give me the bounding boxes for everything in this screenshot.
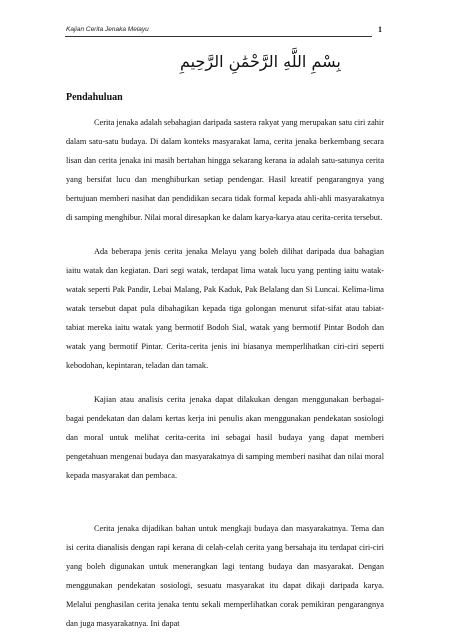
- page-number: 1: [378, 25, 382, 34]
- header-divider: [65, 36, 372, 37]
- paragraph-4: Cerita jenaka dijadikan bahan untuk mengkaji budaya dan masyarakatnya. Tema dan isi cerita dianalisis dengan rapi kerana di celah-celah cerita yang bersahaja itu terdapat ciri-ciri yang boleh digunakan untuk menerangkan lagi tentang budaya dan masyarakat. Dengan menggunakan pendekatan sosiologi, sesuatu masyarakat itu dapat dikaji daripada karya. Melalui penghasilan cerita jenaka tentu sekali memperlihatkan corak pemikiran pengarangnya dan juga masyarakatnya. Ini dapat: [66, 524, 384, 628]
- paragraph-1: Cerita jenaka adalah sebahagian daripada sastera rakyat yang merupakan satu ciri zahir dalam satu-satu budaya. Di dalam konteks masyarakat lama, cerita jenaka berkembang secara lisan dan cerita jenaka ini masih bertahan hingga sekarang kerana ia adalah satu-satunya cerita yang bersifat lucu dan menghiburkan setiap pendengar. Hasil kreatif pengarangnya yang bertujuan memberi nasihat dan pendidikan secara tidak formal kepada ahli-ahli masyarakatnya di samping menghibur. Nilai moral diresapkan ke dalam karya-karya atau cerita-cerita tersebut.: [66, 118, 384, 222]
- paragraph-2: Ada beberapa jenis cerita jenaka Melayu yang boleh dilihat daripada dua bahagian iaitu watak dan kegiatan. Dari segi watak, terdapat lima watak lucu yang penting iaitu watak-watak seperti Pak Pandir, Lebai Malang, Pak Kaduk, Pak Belalang dan Si Luncai. Kelima-lima watak tersebut dapat pula dibahagikan kepada tiga golongan menurut sifat-sifat atau tabiat-tabiat mereka iaitu watak yang bermotif Bodoh Sial, watak yang bermotif Pintar Bodoh dan watak yang bermotif Pintar. Cerita-cerita jenis ini biasanya memperlihatkan ciri-ciri seperti kebodohan, kepintaran, teladan dan tamak.: [66, 247, 384, 370]
- section-heading: Pendahuluan: [66, 92, 123, 103]
- basmalah-calligraphy: بِسْمِ اللَّهِ الرَّحْمَٰنِ الرَّحِيمِ: [180, 52, 341, 71]
- running-header-title: Kajian Cerita Jenaka Melayu: [66, 26, 149, 33]
- paragraph-3: Kajian atau analisis cerita jenaka dapat dilakukan dengan menggunakan berbagai-bagai pendekatan dan dalam kertas kerja ini penulis akan menggunakan pendekatan sosiologi dan moral untuk melihat cerita-cerita ini sebagai hasil budaya yang dapat memberi pengetahuan mengenai budaya dan masyarakatnya di samping memberi nasihat dan nilai moral kepada masyarakat dan pembaca.: [66, 395, 384, 480]
